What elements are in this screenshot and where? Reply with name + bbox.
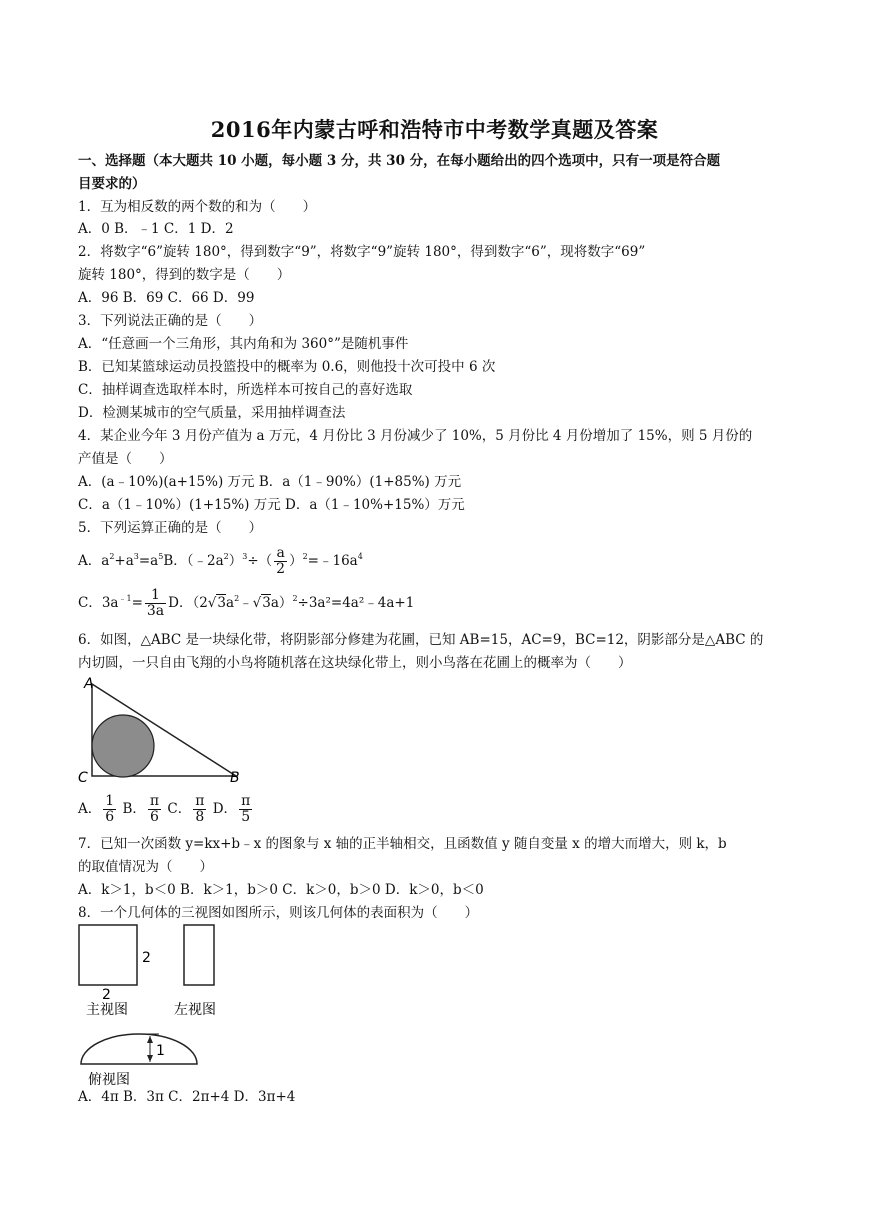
top-height-label: 1 bbox=[156, 1043, 165, 1059]
q6-b-label: B． bbox=[122, 801, 146, 817]
q6-d-label: D． bbox=[212, 801, 238, 817]
q7-stem-line2: 的取值情况为（ ） bbox=[78, 859, 213, 875]
front-view-caption: 主视图 bbox=[86, 1002, 128, 1018]
q6-a-denominator: 6 bbox=[105, 809, 115, 825]
q5-b-close: ）$^2$ bbox=[289, 552, 308, 569]
q6-c-label: C． bbox=[167, 801, 192, 817]
q6-options bbox=[78, 792, 254, 826]
front-width-label: 2 bbox=[102, 987, 111, 1003]
vertex-a-label: A bbox=[84, 676, 94, 692]
q5-c-eq: = bbox=[131, 595, 143, 611]
top-dimension-arrow-up bbox=[147, 1036, 153, 1043]
q5-b-denominator: 2 bbox=[276, 561, 286, 577]
q6-d-denominator: 5 bbox=[241, 809, 251, 825]
q6-b-denominator: 6 bbox=[150, 809, 159, 825]
q5-d-rhs: ÷3a²=4a²﹣4a+1 bbox=[297, 595, 415, 611]
q5-d-label: D． bbox=[168, 595, 193, 611]
q2-options: A．96 B．69 C．66 D．99 bbox=[78, 290, 255, 306]
q5-options-ab: A．$a^2+a^3=a^5B$．$(﹣2a^2)^3\div$（ $\frac{a}{2}$ ）$^2=﹣16a^4$ bbox=[78, 545, 363, 577]
q8-stem: 8．一个几何体的三视图如图所示，则该几何体的表面积为（ ） bbox=[78, 905, 479, 921]
q6-triangle-figure bbox=[76, 674, 256, 786]
q4-options-cd: C．a（1﹣10%）(1+15%) 万元 D．a（1﹣10%+15%）万元 bbox=[78, 497, 465, 513]
q6-c-fraction bbox=[193, 794, 206, 825]
q6-b-numerator: π bbox=[149, 793, 160, 809]
q4-stem-line2: 产值是（ ） bbox=[78, 451, 173, 467]
q5-b-expr: $(﹣2a^2)^3\div$（ bbox=[186, 552, 273, 569]
q3-option-d: D．检测某城市的空气质量，采用抽样调查法 bbox=[78, 405, 346, 421]
vertex-c-label: C bbox=[78, 770, 88, 786]
q6-c-numerator: π bbox=[195, 793, 205, 809]
q6-b-fraction bbox=[148, 794, 161, 825]
q3-stem: 3．下列说法正确的是（ ） bbox=[78, 313, 263, 329]
q1-options: A．0 B．﹣1 C．1 D．2 bbox=[78, 221, 234, 237]
q5-stem: 5．下列运算正确的是（ ） bbox=[78, 520, 263, 536]
q8-options: A．4π B．3π C．2π+4 D．3π+4 bbox=[78, 1089, 296, 1105]
q1-stem: 1．互为相反数的两个数的和为（ ） bbox=[78, 199, 317, 215]
q6-a-numerator: 1 bbox=[105, 793, 115, 809]
q5-d-expr: $(2√3a^2﹣√3a)^2$ bbox=[192, 594, 298, 611]
q2-stem-line2: 旋转 180°，得到的数字是（ ） bbox=[78, 267, 291, 283]
section-heading-line1: 一、选择题（本大题共 10 小题，每小题 3 分，共 30 分，在每小题给出的四个选项中，只有一项是符合题 bbox=[78, 153, 721, 169]
q3-option-c: C．抽样调查选取样本时，所选样本可按自己的喜好选取 bbox=[78, 382, 413, 398]
q4-options-ab: A．(a﹣10%)(a+15%) 万元 B．a（1﹣90%）(1+85%) 万元 bbox=[78, 474, 462, 490]
q5-b-label: B． bbox=[163, 553, 187, 569]
page-title: 2016年内蒙古呼和浩特市中考数学真题及答案 bbox=[210, 117, 659, 142]
q8-three-views-figure bbox=[76, 922, 226, 1092]
q5-b-fraction bbox=[274, 546, 287, 577]
q6-stem-line2: 内切圆，一只自由飞翔的小鸟将随机落在这块绿化带上，则小鸟落在花圃上的概率为（ ） bbox=[78, 655, 632, 671]
q5-a-label: A． bbox=[78, 553, 102, 569]
vertex-b-label: B bbox=[230, 770, 240, 786]
q5-c-label: C．3a bbox=[78, 595, 119, 611]
side-view-rectangle bbox=[184, 925, 214, 985]
side-view-caption: 左视图 bbox=[174, 1002, 216, 1018]
top-dimension-arrow-down bbox=[147, 1055, 153, 1062]
q5-b-rhs: =﹣16a bbox=[307, 553, 358, 569]
q7-stem-line1: 7．已知一次函数 y=kx+b﹣x 的图象与 x 轴的正半轴相交，且函数值 y 随自变量 x 的增大而增大，则 k，b bbox=[78, 836, 727, 852]
q6-d-fraction bbox=[239, 794, 252, 825]
q4-stem-line1: 4．某企业今年 3 月份产值为 a 万元，4 月份比 3 月份减少了 10%，5 月份比 4 月份增加了 15%，则 5 月份的 bbox=[78, 428, 753, 444]
q5-c-fraction bbox=[145, 588, 166, 619]
front-height-label: 2 bbox=[142, 950, 151, 966]
q3-option-b: B．已知某篮球运动员投篮投中的概率为 0.6，则他投十次可投中 6 次 bbox=[78, 359, 496, 375]
q6-a-label: A． bbox=[78, 801, 102, 817]
top-view-semicircle bbox=[81, 1034, 197, 1064]
incircle-shaded bbox=[92, 715, 154, 777]
q6-c-denominator: 8 bbox=[195, 809, 205, 825]
section-heading-line2: 目要求的） bbox=[78, 176, 146, 192]
q5-options-cd: C．$3a^{﹣1}=$ $\frac{1}{3a}$ D．$(2√3a^2﹣√3a)^2\div 3a^2=4a^2﹣4a+1$ bbox=[78, 587, 415, 619]
q5-a-expr: $a^2+a^3=a^5$ bbox=[101, 552, 164, 569]
q6-d-numerator: π bbox=[241, 793, 251, 809]
q6-a-fraction bbox=[103, 794, 116, 825]
q6-stem-line1: 6．如图，△ABC 是一块绿化带，将阴影部分修建为花圃，已知 AB=15，AC=9，BC=12，阴影部分是△ABC 的 bbox=[78, 632, 764, 648]
q7-options: A．k＞1，b＜0 B．k＞1，b＞0 C．k＞0，b＞0 D．k＞0，b＜0 bbox=[78, 882, 484, 898]
q2-stem-line1: 2．将数字“6”旋转 180°，得到数字“9”，将数字“9”旋转 180°，得到数字“6”，现将数字“69” bbox=[78, 244, 646, 260]
q5-c-denominator: 3a bbox=[146, 603, 165, 619]
q5-c-numerator: 1 bbox=[145, 588, 166, 604]
top-view-caption: 俯视图 bbox=[88, 1072, 130, 1088]
front-view-square bbox=[79, 925, 137, 985]
q3-option-a: A．“任意画一个三角形，其内角和为 360°”是随机事件 bbox=[78, 336, 409, 352]
q5-b-numerator: a bbox=[274, 546, 287, 562]
